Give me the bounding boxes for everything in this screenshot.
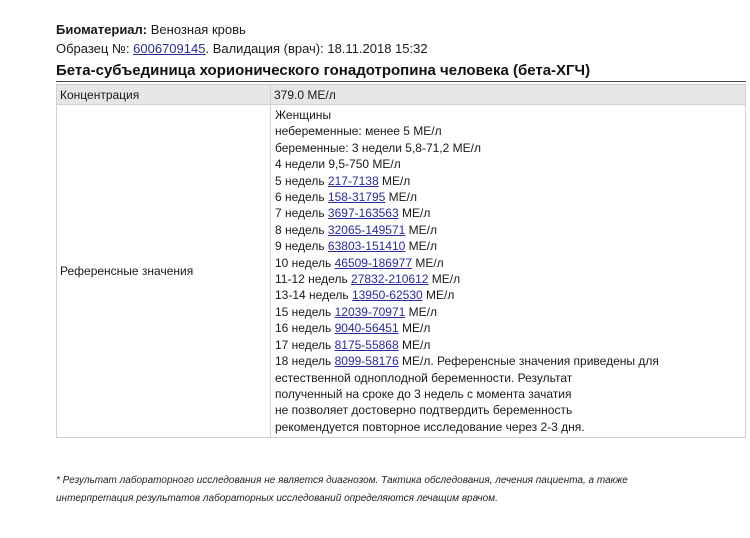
reference-line-text: рекомендуется повторное исследование через 2-3 дня. [275,419,585,434]
reference-line-text: 13-14 недель [275,288,352,303]
sample-line [56,39,428,58]
reference-line-text: 10 недель [275,255,335,270]
reference-line-unit: МЕ/л [422,288,455,303]
reference-range-link[interactable]: 27832-210612 [351,272,429,287]
reference-line [275,337,745,353]
reference-line [275,320,745,336]
reference-line [275,156,745,172]
reference-line [275,173,745,189]
reference-range-link[interactable]: 217-7138 [327,173,379,188]
biomaterial-value: Венозная кровь [150,22,246,37]
reference-line-unit: МЕ/л [428,272,461,287]
footnote-line-2: интерпретация результатов лабораторных исследований определяются лечащим врачом. [56,493,498,504]
reference-line-text: 7 недель [275,206,328,221]
reference-line-unit: МЕ/л [405,222,438,237]
reference-line-text: 18 недель [275,354,335,369]
reference-line-text: 15 недель [275,304,335,319]
reference-line-text: Женщины [275,108,332,122]
reference-range-link[interactable]: 158-31795 [327,190,386,205]
validation-info: . Валидация (врач): 18.11.2018 15:32 [205,41,428,56]
reference-line-text: небеременные: менее 5 МЕ/л [275,124,442,139]
reference-line-text: 4 недели 9,5-750 МЕ/л [275,157,401,172]
biomaterial-label: Биоматериал: [56,22,148,37]
reference-range-link[interactable]: 8099-58176 [334,354,399,369]
reference-line [275,304,745,320]
reference-line-unit: МЕ/л [398,206,431,221]
reference-line [275,140,745,156]
footnote [56,472,736,508]
concentration-label: Концентрация [57,85,271,105]
reference-line [275,238,745,254]
reference-line-unit: МЕ/л [405,239,438,254]
reference-line-text: естественной одноплодной беременности. Результат [275,370,573,385]
reference-line-unit: МЕ/л. Референсные значения приведены для [398,354,659,369]
sample-label: Образец №: [56,41,130,56]
reference-line-text: 8 недель [275,222,328,237]
reference-line [275,271,745,287]
test-title: Бета-субъединица хорионического гонадотропина человека (бета-ХГЧ) [56,62,591,79]
concentration-value: 379.0 МЕ/л [271,85,746,105]
reference-range-link[interactable]: 32065-149571 [327,222,406,237]
reference-line [275,255,745,271]
title-divider [56,81,746,82]
reference-line [275,353,745,369]
reference-line-unit: МЕ/л [405,304,437,319]
reference-line-unit: МЕ/л [398,337,431,352]
reference-range-link[interactable]: 13950-62530 [351,288,423,303]
reference-line [275,123,745,139]
reference-range-link[interactable]: 3697-163563 [327,206,399,221]
reference-line [275,287,745,303]
reference-range-link[interactable]: 12039-70971 [334,304,406,319]
reference-values [271,105,746,438]
reference-line-text: полученный на сроке до 3 недель с момента зачатия [275,386,572,401]
reference-line [275,205,745,221]
reference-line-text: 11-12 недель [275,272,352,287]
reference-line [275,189,745,205]
results-table [56,84,746,438]
reference-label: Референсные значения [57,105,271,438]
footnote-line-1: * Результат лабораторного исследования не является диагнозом. Тактика обследования, лечения пациента, а также [56,475,628,486]
reference-line [275,419,745,435]
reference-line [275,107,745,123]
reference-line [275,370,745,386]
reference-line-text: 17 недель [275,337,335,352]
reference-line-text: 16 недель [275,321,335,336]
biomaterial-line [56,20,428,39]
reference-line-text: 5 недель [275,173,328,188]
reference-line [275,386,745,402]
reference-lines [274,105,745,437]
reference-line-unit: МЕ/л [412,255,444,270]
reference-line-unit: МЕ/л [398,321,431,336]
reference-line-text: не позволяет достоверно подтвердить беременность [275,403,573,418]
reference-range-link[interactable]: 8175-55868 [334,337,399,352]
reference-line [275,402,745,418]
reference-line-text: 6 недель [275,190,328,205]
reference-line-text: 9 недель [275,239,328,254]
reference-range-link[interactable]: 46509-186977 [334,255,413,270]
reference-line-unit: МЕ/л [385,190,417,205]
reference-range-link[interactable]: 9040-56451 [334,321,399,336]
reference-line-unit: МЕ/л [378,173,411,188]
sample-header [56,20,428,58]
sample-number-link[interactable]: 6006709145 [133,41,206,56]
reference-line-text: беременные: 3 недели 5,8-71,2 МЕ/л [275,140,481,155]
reference-row [57,105,746,438]
reference-range-link[interactable]: 63803-151410 [327,239,406,254]
reference-line [275,222,745,238]
concentration-row [57,85,746,105]
